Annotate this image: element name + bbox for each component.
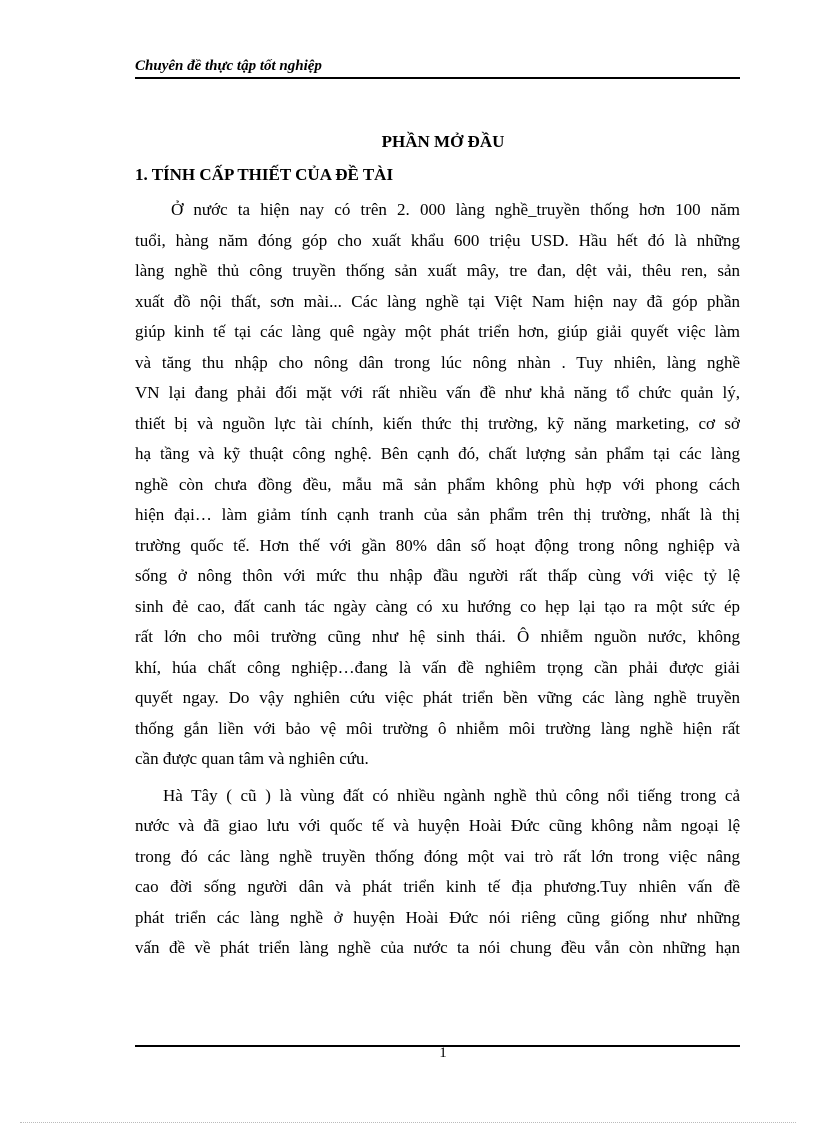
page-number: 1: [439, 1045, 447, 1061]
text-line: rất lớn cho môi trường cũng như hệ sinh thái. Ô nhiễm nguồn nước, không: [135, 627, 740, 646]
heading-level-1: 1. TÍNH CẤP THIẾT CỦA ĐỀ TÀI: [135, 165, 394, 184]
section-title: PHẦN MỞ ĐẦU: [381, 132, 505, 151]
text-line: hạ tầng và kỹ thuật công nghệ. Bên cạnh đó, chất lượng sản phẩm tại các làng: [135, 444, 740, 463]
text-line: hiện đại… làm giảm tính cạnh tranh của sản phẩm trên thị trường, nhất là thị: [135, 505, 740, 524]
text-line: phát triển các làng nghề ở huyện Hoài Đức nói riêng cũng giống như những: [135, 907, 740, 927]
running-header-title: Chuyên đề thực tập tốt nghiệp: [135, 58, 322, 74]
text-line: sống ở nông thôn với mức thu nhập đầu người rất thấp cùng với việc tỷ lệ: [135, 566, 740, 585]
paragraph: [135, 195, 740, 775]
header-rule: [135, 77, 740, 79]
text-line: xuất đồ nội thất, sơn mài... Các làng nghề tại Việt Nam hiện nay đã góp phần: [135, 291, 740, 311]
text-line: giúp kinh tế tại các làng quê ngày một phát triển hơn, giúp giải quyết việc làm: [135, 322, 740, 341]
text-line: vấn đề về phát triển làng nghề của nước ta nói chung đều vẫn còn những hạn: [135, 938, 740, 957]
text-line: nước và đã giao lưu với quốc tế và huyện Hoài Đức cũng không nằm ngoại lệ: [135, 816, 740, 835]
text-line: tuổi, hàng năm đóng góp cho xuất khẩu 600 triệu USD. Hầu hết đó là những: [135, 230, 740, 250]
text-line: cần được quan tâm và nghiên cứu.: [135, 749, 369, 768]
text-line: thiết bị và nguồn lực tài chính, kiến thức thị trường, kỹ năng marketing, cơ sở: [135, 413, 740, 433]
text-line: thống gắn liền với bảo vệ môi trường ô nhiễm môi trường làng nghề hiện rất: [135, 718, 740, 738]
text-line: Hà Tây ( cũ ) là vùng đất có nhiều ngành nghề thủ công nổi tiếng trong cả: [163, 785, 740, 805]
text-line: VN lại đang phải đối mặt với rất nhiều vấn đề như khả năng tổ chức quản lý,: [135, 383, 740, 402]
text-line: trong đó các làng nghề truyền thống đóng một vai trò rất lớn trong việc nâng: [135, 846, 740, 866]
text-line: Ở nước ta hiện nay có trên 2. 000 làng nghề_truyền thống hơn 100 năm: [171, 200, 740, 219]
text-line: sinh đẻ cao, đất canh tác ngày càng có xu hướng co hẹp lại tạo ra một sức ép: [135, 596, 740, 616]
text-line: cao đời sống người dân và phát triển kinh tế địa phương.Tuy nhiên vấn đề: [135, 877, 740, 896]
paragraph: [135, 781, 740, 964]
text-line: nghề còn chưa đồng đều, mẫu mã sản phẩm không phù hợp với phong cách: [135, 474, 740, 494]
text-line: trường quốc tế. Hơn thế với gần 80% dân số hoạt động trong nông nghiệp và: [135, 535, 740, 555]
text-line: làng nghề thủ công truyền thống sản xuất mây, tre đan, dệt vải, thêu ren, sản: [135, 261, 740, 280]
text-line: khí, húa chất công nghiệp…đang là vấn đề nghiêm trọng cần phải được giải: [135, 657, 740, 677]
body-text: [135, 195, 740, 964]
text-line: và tăng thu nhập cho nông dân trong lúc nông nhàn . Tuy nhiên, làng nghề: [135, 352, 740, 372]
text-line: quyết ngay. Do vậy nghiên cứu việc phát triển bền vững các làng nghề truyền: [135, 688, 740, 707]
